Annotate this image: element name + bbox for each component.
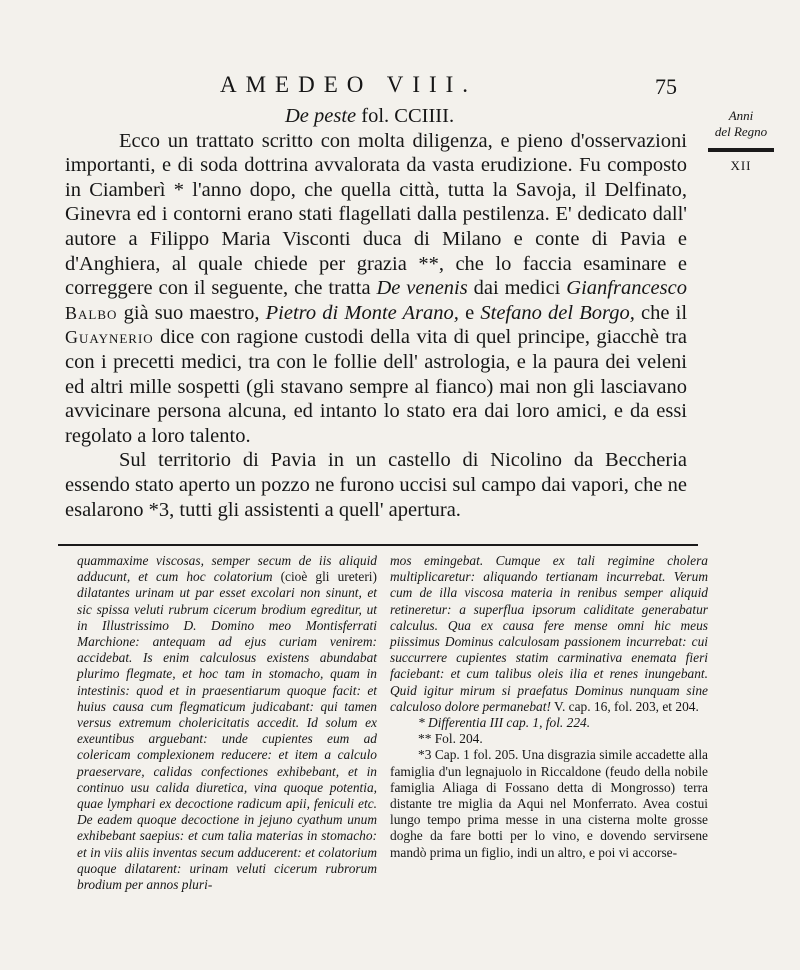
p1-c: dai medici: [473, 277, 561, 300]
fn-left-c: dilatantes urinam ut par esset excolari non sinunt, et sic spissa veluti rubrum cicerum brodium egreditur, ut in Illustrissimo D. Domino meo Montisferrati Marchione: antequam ad ejus curiam venirem: accidebat. Is enim calculosus existens abundabat plurimo flegmate, et hoc tam in stomacho, quam in intestinis: quod et in praesentiarum quoque facit: et huius causa cum flegmaticum judicabant: qui tamen versus extremum cholericitatis accedit. Id solum ex exeuntibus arguebant: unde cupientes eum ad colericam complexionem reducere: et item a calculo praeservare, calidas confectiones exhibebant, et in continuo usu calida diuretica, vina quoque potentia, quae lymphari ex decoctione radicum apii, feniculi etc. De eadem quoque decoctione in jejuno cyathum unum exhibebant saepius: et cum talia materias in stomacho: et in viis aliis inventas secum adducerent: et colatorium quoque dilatarent: urinam veluti cicerum rubrorum brodium per annos pluri-: [77, 585, 377, 893]
heading-italic: De peste: [285, 105, 357, 127]
p1-b: De venenis: [376, 277, 468, 300]
p1-a: Ecco un trattato scritto con molta diligenza, e pieno d'osservazioni importanti, e di soda dottrina avvalorata da vasta erudizione. Fu composto in Ciamberì * l'anno dopo, che quella città, tutta la Savoja, il Delfinato, Ginevra ed i contorni erano stati flagellati dalla pestilenza. E' dedicato dall' autore a Filippo Maria Visconti duca di Milano e conte di Pavia e d'Anghiera, al quale chiede per grazia **, che lo faccia esaminare e correggere con il seguente, che tratta: [65, 129, 687, 300]
paragraph-1: [65, 129, 687, 449]
footnote-column-left: [77, 553, 377, 893]
paragraph-2: Sul territorio di Pavia in un castello di Nicolino da Beccheria essendo stato aperto un pozzo ne furono uccisi sul campo dai vapori, che ne esalarono *3, tutti gli assistenti a quell' apertura.: [65, 449, 687, 521]
running-head: AMEDEO VIII.: [220, 72, 478, 97]
footnote-left-text: [77, 553, 377, 893]
p1-j: che il: [641, 301, 688, 324]
footnote-3: *3 Cap. 1 fol. 205. Una disgrazia simile accadette alla famiglia d'un legnajuolo in Riccaldone (feudo della nobile famiglia Aliaga di Fossano detta di Mongrosso) terra distante tre miglia da Aqui nel Monferrato. Avea costui lungo tempo prima messe in una cisterna molte grosse doghe da fare botti per lo vino, e dovendo servirsene mandò prima un figlio, indi un altro, e poi vi accorse-: [390, 747, 708, 860]
footnote-2: ** Fol. 204.: [418, 731, 483, 747]
p1-k: Guaynerio: [65, 327, 154, 348]
p1-l: dice con ragione custodi della vita di quel principe, giacchè tra con i precetti medici, tra con le follie dell' astrologia, e la paura dei veleni ed altri mille sospetti (gli stavano sempre al fianco) mai non gli lasciavano avvicinare persona alcuna, ed intanto lo stato era dai loro amici, e da essi regolato a loro talento.: [65, 326, 687, 447]
p1-e: Balbo: [65, 302, 118, 323]
margin-note-line1: Anni: [728, 108, 754, 123]
p1-i: Stefano del Borgo,: [480, 301, 635, 324]
section-heading: [65, 104, 687, 129]
fn-left-a: quammaxime viscosas, semper secum de iis aliquid adducunt, et cum hoc colatorium: [77, 553, 377, 585]
p1-f: già suo maestro,: [123, 301, 260, 324]
page-number: 75: [655, 74, 677, 99]
p1-g: Pietro di Monte Arano,: [265, 301, 459, 324]
footnote-right-text: [390, 553, 708, 715]
p1-h: e: [465, 301, 475, 324]
fn-right-b: V. cap. 16, fol. 203, et 204.: [554, 698, 699, 714]
margin-note: [700, 108, 782, 174]
footnote-rule: [58, 544, 698, 546]
margin-rule: [708, 148, 774, 152]
fn-left-b: (cioè gli ureteri): [280, 569, 377, 585]
margin-note-line2: del Regno: [714, 124, 768, 139]
footnote-column-right: [390, 553, 708, 861]
main-text: [65, 104, 687, 522]
footnote-1: * Differentia III cap. 1, fol. 224.: [418, 715, 591, 731]
fn-right-a: mos emingebat. Cumque ex tali regimine cholera multiplicaretur: aliquando tertianam incurrebat. Verum cum de illa viscosa materia in renibus semper aliquid retineretur: a superflua ipsorum caliditate generabatur calculus. Qua ex causa fere mense omni hic meus piissimus Dominus calculosam passionem incurrebat: cui succurrere cupientes statim carminativa enemata fieri faciebant: et cum talibus oleis ilia et renes inungebant. Quid igitur mirum si praefatus Dominus nunquam sine calculoso dolore permanebat!: [390, 553, 708, 714]
heading-rest: fol. CCIIII.: [361, 105, 455, 127]
margin-note-year: XII: [730, 158, 752, 173]
p1-d: Gianfrancesco: [566, 277, 687, 300]
